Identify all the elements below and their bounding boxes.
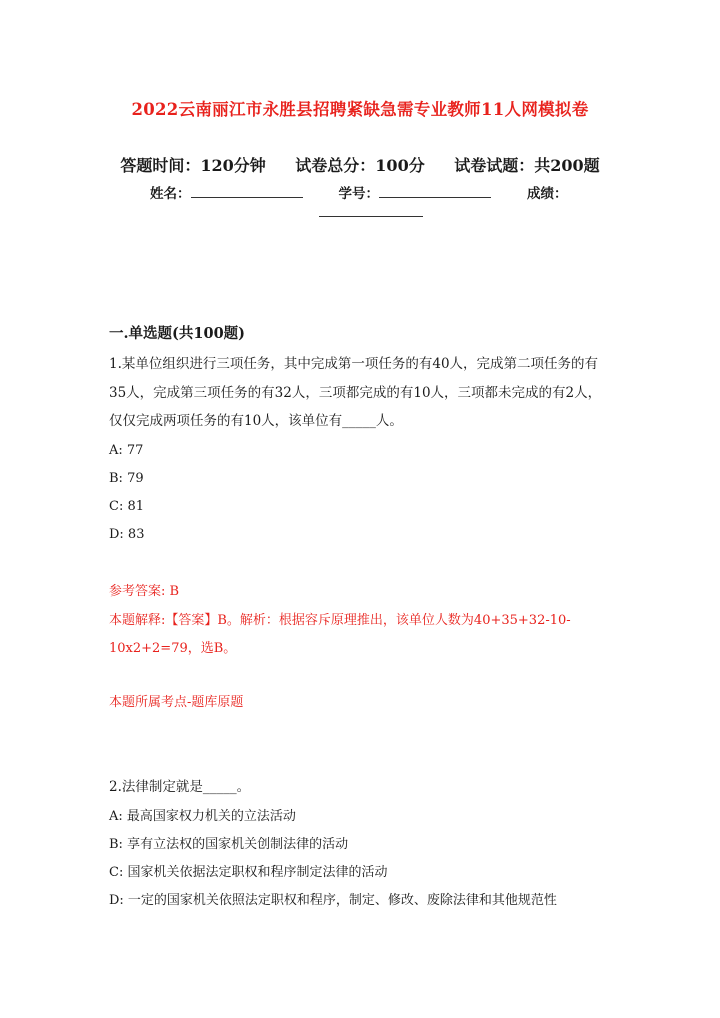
section-heading: 一.单选题(共100题) bbox=[109, 325, 246, 342]
exam-title: 2022云南丽江市永胜县招聘紧缺急需专业教师11人网模拟卷 bbox=[131, 100, 589, 119]
name-label: 姓名： bbox=[150, 186, 191, 202]
q1-topic: 本题所属考点-题库原题 bbox=[109, 695, 244, 710]
q1-option-b[interactable]: B: 79 bbox=[109, 471, 144, 486]
question-2-text: 2.法律制定就是_____。 bbox=[109, 779, 251, 795]
exam-count: 试卷试题：共200题 bbox=[454, 156, 600, 175]
q1-explanation: 本题解释:【答案】B。解析：根据容斥原理推出，该单位人数为40+35+32-10-10x2+2=79，选B。 bbox=[109, 613, 571, 656]
exam-meta bbox=[0, 153, 720, 176]
q2-option-b[interactable]: B: 享有立法权的国家机关创制法律的活动 bbox=[109, 837, 349, 852]
q2-option-d[interactable]: D: 一定的国家机关依照法定职权和程序，制定、修改、废除法律和其他规范性 bbox=[109, 893, 557, 908]
exam-time: 答题时间：120分钟 bbox=[120, 156, 266, 175]
id-label: 学号： bbox=[338, 186, 379, 202]
q1-option-d[interactable]: D: 83 bbox=[109, 527, 145, 542]
q1-answer: 参考答案: B bbox=[109, 584, 180, 599]
q2-option-c[interactable]: C: 国家机关依据法定职权和程序制定法律的活动 bbox=[109, 865, 388, 880]
q1-option-c[interactable]: C: 81 bbox=[109, 499, 145, 514]
q1-option-a[interactable]: A: 77 bbox=[109, 443, 144, 458]
exam-score: 试卷总分：100分 bbox=[295, 156, 425, 175]
q2-option-a[interactable]: A: 最高国家权力机关的立法活动 bbox=[109, 809, 296, 824]
grade-blank[interactable] bbox=[319, 200, 423, 217]
name-blank[interactable] bbox=[191, 183, 303, 198]
id-blank[interactable] bbox=[379, 183, 491, 198]
question-1-text: 1.某单位组织进行三项任务，其中完成第一项任务的有40人，完成第二项任务的有35人，完成第三项任务的有32人，三项都完成的有10人，三项都未完成的有2人，仅仅完成两项任务的有10人，该单位有_____人。 bbox=[109, 356, 602, 429]
grade-label: 成绩： bbox=[527, 186, 568, 202]
